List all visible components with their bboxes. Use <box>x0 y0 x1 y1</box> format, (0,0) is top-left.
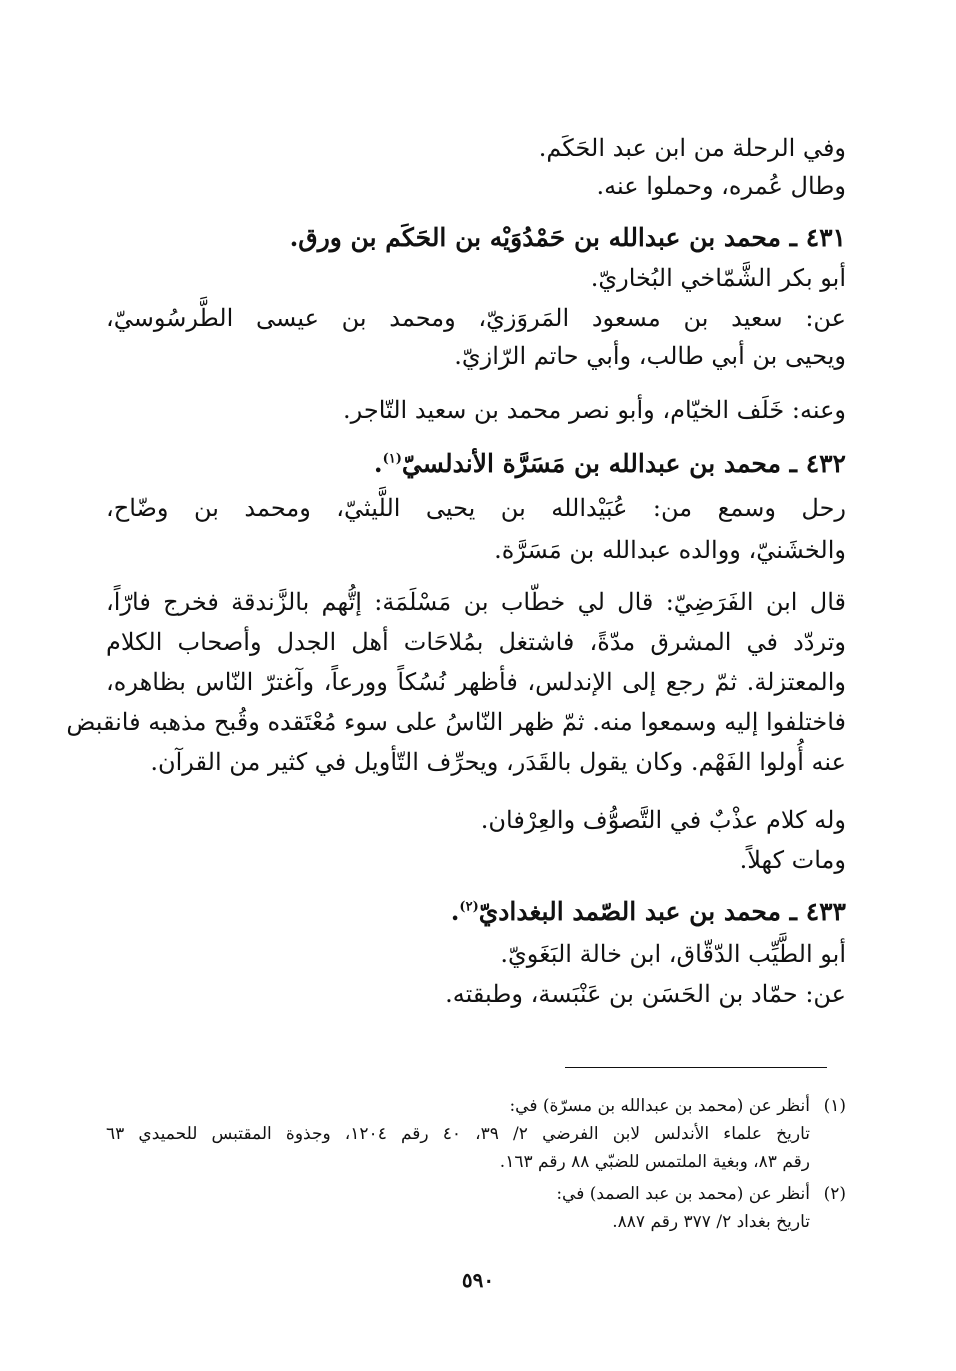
footnote-2-line-1: أنظر عن (محمد بن عبد الصمد) في: <box>556 1184 810 1204</box>
text-line-2: وطال عُمره، وحملوا عنه. <box>596 172 846 200</box>
entry-433-kunya: أبو الطَّيِّب الدّقّاق، ابن خالة البَغَويّ. <box>500 940 846 968</box>
footnote-2 <box>106 1180 846 1208</box>
entry-433-title-end: . <box>450 897 460 926</box>
entry-432-quote-line-4: فاختلفوا إليه وسمعوا منه. ثمّ ظهر النّاسُ على سوء مُعْتَقده وقُبح مذهبه فانقبض <box>66 708 846 736</box>
entry-431-kunya: أبو بكر الشَّمّاخي البُخاريّ. <box>590 264 846 292</box>
entry-432-title-end: . <box>373 449 383 478</box>
entry-433-title-text: ٤٣٣ ـ محمد بن عبد الصّمد البغداديّ <box>478 897 846 926</box>
footnote-1-line-1: أنظر عن (محمد بن عبدالله بن مسرّة) في: <box>509 1096 810 1116</box>
entry-432-quote-line-1: قال ابن الفَرَضِيّ: قال لي خطّاب بن مَسْلَمَة: إتُّهم بالزَّندقة فخرج فارّاً، <box>106 588 846 616</box>
footnote-1-number: (١) <box>823 1096 846 1116</box>
page-number: ٥٩٠ <box>461 1268 495 1292</box>
entry-432-quote-line-5: عنه أُولوا الفَهْم. وكان يقول بالقَدَر، ويحرِّف التّأويل في كثير من القرآن. <box>150 748 846 776</box>
footnote-ref-1: (١) <box>382 451 402 467</box>
footnote-divider <box>565 1067 827 1068</box>
entry-431-title: ٤٣١ ـ محمد بن عبدالله بن حَمْدُوَيْه بن الحَكَم بن ورق. <box>289 223 846 252</box>
entry-432-title <box>106 444 846 484</box>
entry-432-title-text: ٤٣٢ ـ محمد بن عبدالله بن مَسَرَّة الأندلسيّ <box>401 449 846 478</box>
entry-431-students: وعنه: خَلَف الخيّام، وأبو نصر محمد بن سعيد التّاجر. <box>342 396 846 424</box>
footnote-1-line-2: تاريخ علماء الأندلس لابن الفرضي ٢/ ٣٩، ٤٠ رقم ١٢٠٤، وجذوة المقتبس للحميدي ٦٣ <box>106 1124 811 1144</box>
footnote-1-line-3: رقم ٨٣، وبغية الملتمس للضبّي ٨٨ رقم ١٦٣. <box>499 1152 810 1172</box>
footnote-2-line-2: تاريخ بغداد ٢/ ٣٧٧ رقم ٨٨٧. <box>612 1212 810 1232</box>
entry-432-sufism: وله كلام عذْبٌ في التَّصوُّف والعِرْفان. <box>480 806 846 834</box>
entry-433-title <box>106 892 846 932</box>
entry-432-quote-line-3: والمعتزلة. ثمّ رجع إلى الإندلس، فأظهر نُسُكاً وورعاً، وآغترّ النّاس بظاهره، <box>106 668 846 696</box>
footnote-1 <box>106 1092 846 1120</box>
entry-432-quote-line-2: وتردّد في المشرق مدّةً، فاشتغل بمُلاحَات أهل الجدل وأصحاب الكلام <box>106 628 847 656</box>
entry-432-travel-line-1: رحل وسمع من: عُبَيْدالله بن يحيى اللَّيثيّ، ومحمد بن وضّاح، <box>106 494 846 522</box>
entry-431-teachers-line-2: ويحيى بن أبي طالب، وأبي حاتم الرّازيّ. <box>454 342 846 370</box>
text-line-1: وفي الرحلة من ابن عبد الحَكَم. <box>538 134 846 162</box>
footnote-2-number: (٢) <box>823 1184 846 1204</box>
entry-431-teachers-line-1: عن: سعيد بن مسعود المَروَزيّ، ومحمد بن عيسى الطَّرسُوسيّ، <box>106 304 846 332</box>
entry-432-death: ومات كهلاً. <box>739 846 846 874</box>
entry-432-travel-line-2: والخشَنيّ، ووالده عبدالله بن مَسَرَّة. <box>494 536 846 564</box>
footnote-ref-2: (٢) <box>459 899 479 915</box>
entry-433-teachers: عن: حمّاد بن الحَسَن بن عَنْبَسة، وطبقته. <box>445 980 846 1008</box>
